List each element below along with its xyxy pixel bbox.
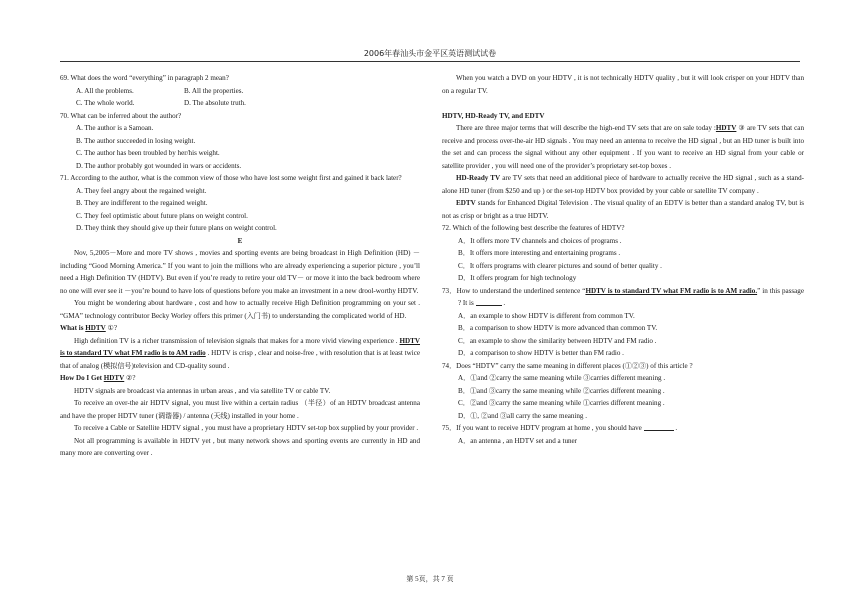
option-a: A．an antenna , an HDTV set and a tuner <box>458 436 578 445</box>
option-c: C. They feel optimistic about future plans on weight control. <box>76 211 248 220</box>
question-stem: 69. What does the word “everything” in paragraph 2 mean? <box>60 74 229 82</box>
exam-title: 2006年春汕头市金平区英语测试试卷 <box>363 49 497 58</box>
option-c: C．②and ③carry the same meaning while ①carries different meaning . <box>458 399 665 407</box>
option-b: B. All the properties. <box>184 86 244 95</box>
passage-paragraph: High definition TV is a richer transmission of television signals that makes for a more vivid viewing experience . HDTV is to standard TV what FM radio is to AM radio . HDTV is crisp , clear and noise-free , with resolution that is at least twice that of analog (模拟信号)television and CD-quality sound . <box>60 336 420 370</box>
question-69 <box>60 72 420 110</box>
subheading-how-get-hdtv: How Do I Get HDTV ②? <box>60 374 136 382</box>
page-header <box>60 48 800 60</box>
option-c: C．an example to show the similarity between HDTV and FM radio . <box>458 336 657 345</box>
question-stem: 72. Which of the following best describe the features of HDTV? <box>442 224 625 232</box>
question-stem: 71. According to the author, what is the common view of those who have lost some weight first and gained it back later? <box>60 174 402 182</box>
question-71 <box>60 172 420 235</box>
passage-paragraph: EDTV stands for Enhanced Digital Television . The visual quality of an EDTV is better than a standard analog TV, but is not as crisp or bright as a true HDTV. <box>442 199 804 220</box>
option-a: A．①and ②carry the same meaning while ③carries different meaning . <box>458 374 666 382</box>
passage-paragraph: To receive an over-the air HDTV signal, you must live within a certain radius （半径）of an HDTV broadcast antenna and have the proper HDTV tuner (调谐器) / antenna (天线) installed in your home . <box>60 399 420 420</box>
subheading-tv-types: HDTV, HD-Ready TV, and EDTV <box>442 111 545 120</box>
option-b: B．a comparison to show HDTV is more advanced than common TV. <box>458 324 658 332</box>
subheading-what-is-hdtv: What is HDTV ①? <box>60 324 118 332</box>
option-a: A. They feel angry about the regained weight. <box>76 186 207 195</box>
underlined-sentence: HDTV is to standard TV what FM radio is to AM radio <box>60 336 420 357</box>
section-heading-e: E <box>237 236 243 245</box>
header-rule <box>60 61 800 62</box>
option-b: B. The author succeeded in losing weight. <box>76 136 196 145</box>
option-d: D. The author probably got wounded in wars or accidents. <box>76 161 242 170</box>
option-a: A. The author is a Samoan. <box>76 124 154 132</box>
option-a: A. All the problems. <box>76 86 134 95</box>
passage-paragraph: Not all programming is available in HDTV yet , but many network shows and sporting events are currently in HD and many more are converting over . <box>60 436 420 457</box>
option-c: C．It offers programs with clearer pictures and sound of better quality . <box>458 261 662 270</box>
passage-paragraph: Nov, 5,2005－More and more TV shows , movies and sporting events are being broadcast in High Definition (HD) －including “Good Morning America.” If you want to join the millions who are already experiencing a superior picture , you’ll need a High Definition TV (HDTV). But even if you’re ready to retire your old TV－ or move it into the back bedroom where no one will ever see it －you’re bound to have lots of questions before you make an investment in a new drool-worthy HDTV. <box>60 249 420 295</box>
passage-paragraph: HD-Ready TV are TV sets that need an additional piece of hardware to actually receive the HD signal , such as a stand-alone HD tuner (from $250 and up ) or the set-top HDTV box provided by your cable or satellite TV company . <box>442 174 804 195</box>
option-b: B．It offers more interesting and entertaining programs . <box>458 249 621 257</box>
question-75 <box>442 422 804 447</box>
question-73 <box>442 285 804 360</box>
option-d: D．①, ②and ③all carry the same meaning . <box>458 411 588 420</box>
option-d: D. The absolute truth. <box>184 99 246 107</box>
option-a: A．an example to show HDTV is different from common TV. <box>458 311 635 320</box>
option-d: D．It offers program for high technology <box>458 274 577 282</box>
question-stem: 74．Does “HDTV” carry the same meaning in different places (①②③) of this article ? <box>442 361 693 370</box>
question-stem: 75．If you want to receive HDTV program at home , you should have . <box>442 424 678 432</box>
option-d: D. They think they should give up their future plans on weight control. <box>76 224 277 232</box>
question-stem: 73．How to understand the underlined sentence “HDTV is to standard TV what FM radio is to AM radio.” in this passage ? It is . <box>442 286 805 307</box>
right-column <box>442 72 804 447</box>
option-c: C. The whole world. <box>76 99 135 107</box>
answer-blank <box>644 422 674 431</box>
passage-paragraph: To receive a Cable or Satellite HDTV signal , you must have a proprietary HDTV set-top box supplied by your provider . <box>74 424 419 432</box>
question-72 <box>442 222 804 285</box>
left-column <box>60 72 420 460</box>
option-d: D．a comparison to show HDTV is better than FM radio . <box>458 349 624 357</box>
question-stem: 70. What can be inferred about the author? <box>60 111 182 120</box>
page-number: 第 5页，共 7 页 <box>406 575 454 583</box>
option-b: B. They are indifferent to the regained weight. <box>76 199 208 207</box>
passage-paragraph: You might be wondering about hardware , cost and how to actually receive High Definition programming on your set . “GMA” technology contributor Becky Worley offers this primer (入门书) to understanding the complicated world of HD. <box>60 299 420 320</box>
option-a: A．It offers more TV channels and choices of programs . <box>458 236 622 245</box>
passage-paragraph: HDTV signals are broadcast via antennas in urban areas , and via satellite TV or cable TV. <box>74 386 331 395</box>
page-footer <box>0 574 860 584</box>
option-b: B．①and ③carry the same meaning while ②carries different meaning . <box>458 386 665 395</box>
passage-paragraph: When you watch a DVD on your HDTV , it is not technically HDTV quality , but it will look crisper on your HDTV than on a regular TV. <box>442 74 804 95</box>
question-74 <box>442 360 804 423</box>
passage-paragraph: There are three major terms that will describe the high-end TV sets that are on sale today :HDTV ③ are TV sets that can receive and process over-the-air HD signals . You may need an antenna to receive the HD signal , but an HD tuner is built into the set and can process the signal without any other equipment . If you want to receive an HD signal from your cable or satellite provider , you will need one of the provider’s proprietary set-top boxes . <box>442 124 804 170</box>
option-c: C. The author has been troubled by her/his weight. <box>76 149 220 157</box>
answer-blank <box>476 297 502 306</box>
question-70 <box>60 110 420 173</box>
